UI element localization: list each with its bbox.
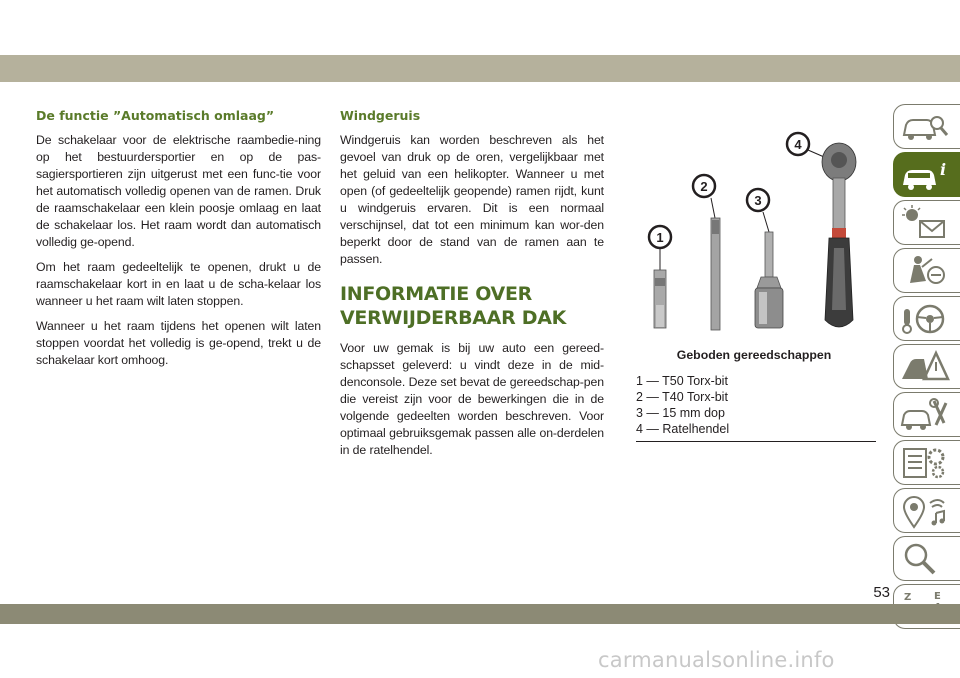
chapter-heading-line: VERWIJDERBAAR DAK <box>340 307 567 329</box>
warning-lights-message-icon <box>900 205 950 241</box>
multimedia-note-icon <box>900 493 950 529</box>
legend-item: 4 — Ratelhendel <box>636 422 730 436</box>
callout-4 <box>787 133 809 155</box>
callout-label: 2 <box>700 179 708 194</box>
legend-item: 1 — T50 Torx-bit <box>636 374 728 388</box>
callout-1 <box>649 226 671 248</box>
tab-multimedia[interactable] <box>893 488 960 533</box>
header-band <box>0 55 960 82</box>
tab-search[interactable] <box>893 536 960 581</box>
legend-item: 3 — 15 mm dop <box>636 406 725 420</box>
tools-illustration <box>633 120 873 340</box>
footer-band <box>0 604 960 624</box>
page-number: 53 <box>873 584 890 601</box>
car-info-icon <box>900 157 950 193</box>
tab-seat-airbag[interactable] <box>893 248 960 293</box>
socket-15mm <box>755 212 783 328</box>
tab-starting-driving[interactable] <box>893 296 960 341</box>
paragraph: Voor uw gemak is bij uw auto een gereed-schapsset geleverd: u vindt deze in de mid-denconsole. Deze set bevat de gereedschap-pen die vereist zijn voor de bewerkingen die in de volgende gedeelten worden beschreven. Voor optimaal gebruiksgemak passen alle on-derdelen in de ratelhendel. <box>340 341 604 457</box>
index-letter: E <box>934 591 941 602</box>
tab-car-search[interactable] <box>893 104 960 149</box>
svg-text:i: i <box>940 160 947 179</box>
tab-specifications[interactable] <box>893 440 960 485</box>
magnifier-search-icon <box>900 541 950 577</box>
callout-label: 1 <box>656 230 664 245</box>
tab-emergency[interactable] <box>893 344 960 389</box>
paragraph: Wanneer u het raam tijdens het openen wilt laten stoppen voordat het volledig is ge-opend, trekt u de schakelaar kort omhoog. <box>36 319 321 367</box>
legend-item: 2 — T40 Torx-bit <box>636 390 728 404</box>
paragraph: Om het raam gedeeltelijk te openen, drukt u de raamschakelaar kort in en laat u de scha-kelaar los wanneer u het raam wilt laten stoppen. <box>36 260 321 308</box>
column-left <box>36 108 321 377</box>
chapter-heading <box>340 282 604 330</box>
column-middle <box>340 108 604 467</box>
figure-legend <box>636 373 876 437</box>
watermark: carmanualsonline.info <box>598 648 835 672</box>
road-emergency-icon <box>900 349 950 385</box>
seat-airbag-icon <box>900 253 950 289</box>
paragraph: Windgeruis kan worden beschreven als het gevoel van druk op de oren, vergelijkbaar met het geluid van een helikopter. Wanneer u met open (of gedeeltelijk geopende) ramen rijdt, kunt u windgeruis ervaren. Dit is een normaal verschijnsel, dat tot een minimum kan wor-den beperkt door de stand van de ramen aan te passen. <box>340 133 604 266</box>
callout-2 <box>693 175 715 197</box>
section-heading-wind-noise: Windgeruis <box>340 108 421 123</box>
figure-caption: Geboden gereedschappen <box>676 348 832 362</box>
callout-3 <box>747 189 769 211</box>
index-letter: Z <box>904 592 912 603</box>
tab-warning-lights[interactable] <box>893 200 960 245</box>
torx-bit-t50 <box>654 248 666 328</box>
car-search-icon <box>900 109 950 145</box>
steering-wheel-start-icon <box>900 301 950 337</box>
tab-servicing[interactable] <box>893 392 960 437</box>
chapter-heading-line: INFORMATIE OVER <box>340 283 532 305</box>
callout-label: 3 <box>754 193 762 208</box>
ratchet-handle <box>808 143 856 327</box>
section-heading-auto-down: De functie ”Automatisch omlaag” <box>36 108 275 123</box>
torx-bit-t40 <box>711 198 720 330</box>
callout-label: 4 <box>794 137 802 152</box>
paragraph: De schakelaar voor de elektrische raambedie-ning op het bestuurdersportier en op de pas-sagiersportieren zijn uitgerust met een func-tie voor het automatisch volledig openen van de ramen. Druk de raamschakelaar een klein poosje omlaag en laat de schakelaar los. Het raam wordt dan automatisch volledig ge-opend. <box>36 133 321 249</box>
legend-divider <box>636 441 876 442</box>
car-service-tools-icon <box>900 397 950 433</box>
tab-car-info[interactable] <box>893 152 960 197</box>
specifications-gear-icon <box>900 445 950 481</box>
